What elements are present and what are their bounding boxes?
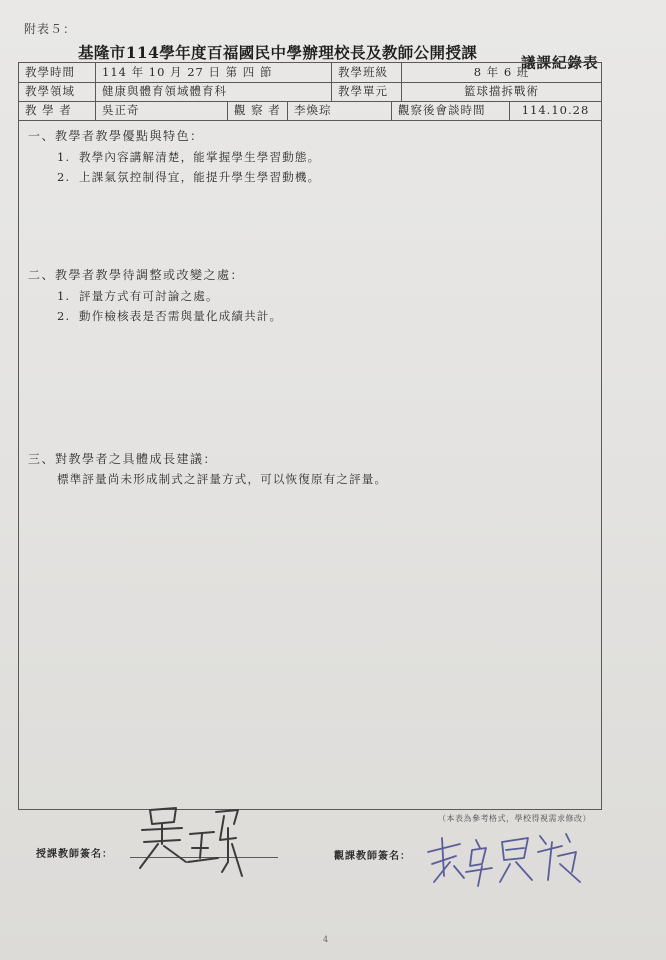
teacher-signature (128, 800, 248, 882)
class-value: 8 年 6 班 (401, 63, 601, 82)
domain-value: 健康與體育領域體育科 (95, 82, 331, 101)
class-label: 教學班級 (331, 63, 401, 82)
footer-note: （本表為參考格式，學校得視需求修改） (438, 814, 591, 823)
info-row-people (19, 101, 601, 121)
teacher-value: 吳正奇 (95, 101, 227, 120)
item-text: 上課氣氛控制得宜，能提升學生學習動機。 (79, 170, 321, 184)
list-item (57, 169, 320, 185)
list-item (57, 149, 320, 165)
meeting-value: 114.10.28 (509, 101, 601, 120)
section-improvements-heading: 二、教學者教學待調整或改變之處： (28, 268, 245, 282)
record-form (18, 62, 602, 810)
teacher-label: 教 學 者 (25, 103, 72, 117)
section-suggestions-heading: 三、對教學者之具體成長建議： (28, 452, 218, 466)
info-row-domain (19, 82, 601, 102)
document-subtitle: 議課紀錄表 (521, 55, 599, 72)
page-number: 4 (323, 935, 329, 944)
section-strengths-heading: 一、教學者教學優點與特色： (28, 129, 204, 143)
item-number: 2. (57, 309, 71, 323)
item-text: 評量方式有可討論之處。 (79, 289, 219, 303)
item-number: 2. (57, 170, 71, 184)
observer-signature (420, 820, 590, 890)
time-value: 114 年 10 月 27 日 第 四 節 (95, 63, 331, 82)
item-text: 動作檢核表是否需與量化成績共計。 (79, 309, 283, 323)
list-item (57, 308, 282, 324)
info-row-time (19, 63, 601, 83)
meeting-label: 觀察後會談時間 (391, 101, 509, 120)
observer-signature-label: 觀課教師簽名： (334, 851, 411, 862)
annex-label: 附表５： (24, 22, 77, 36)
item-number: 1. (57, 289, 71, 303)
list-item (57, 471, 387, 487)
document-title: 基隆市114學年度百福國民中學辦理校長及教師公開授課 (78, 43, 478, 62)
item-text: 標準評量尚未形成制式之評量方式，可以恢復原有之評量。 (57, 472, 388, 486)
unit-label: 教學單元 (331, 82, 401, 101)
list-item (57, 288, 219, 304)
time-label: 教學時間 (25, 65, 75, 79)
domain-label: 教學領域 (25, 84, 75, 98)
observer-label: 觀 察 者 (227, 101, 287, 120)
teacher-signature-label: 授課教師簽名： (36, 849, 113, 860)
item-text: 教學內容講解清楚，能掌握學生學習動態。 (79, 150, 321, 164)
observer-value: 李煥琮 (287, 101, 391, 120)
item-number: 1. (57, 150, 71, 164)
unit-value: 籃球擋拆戰術 (401, 82, 601, 101)
